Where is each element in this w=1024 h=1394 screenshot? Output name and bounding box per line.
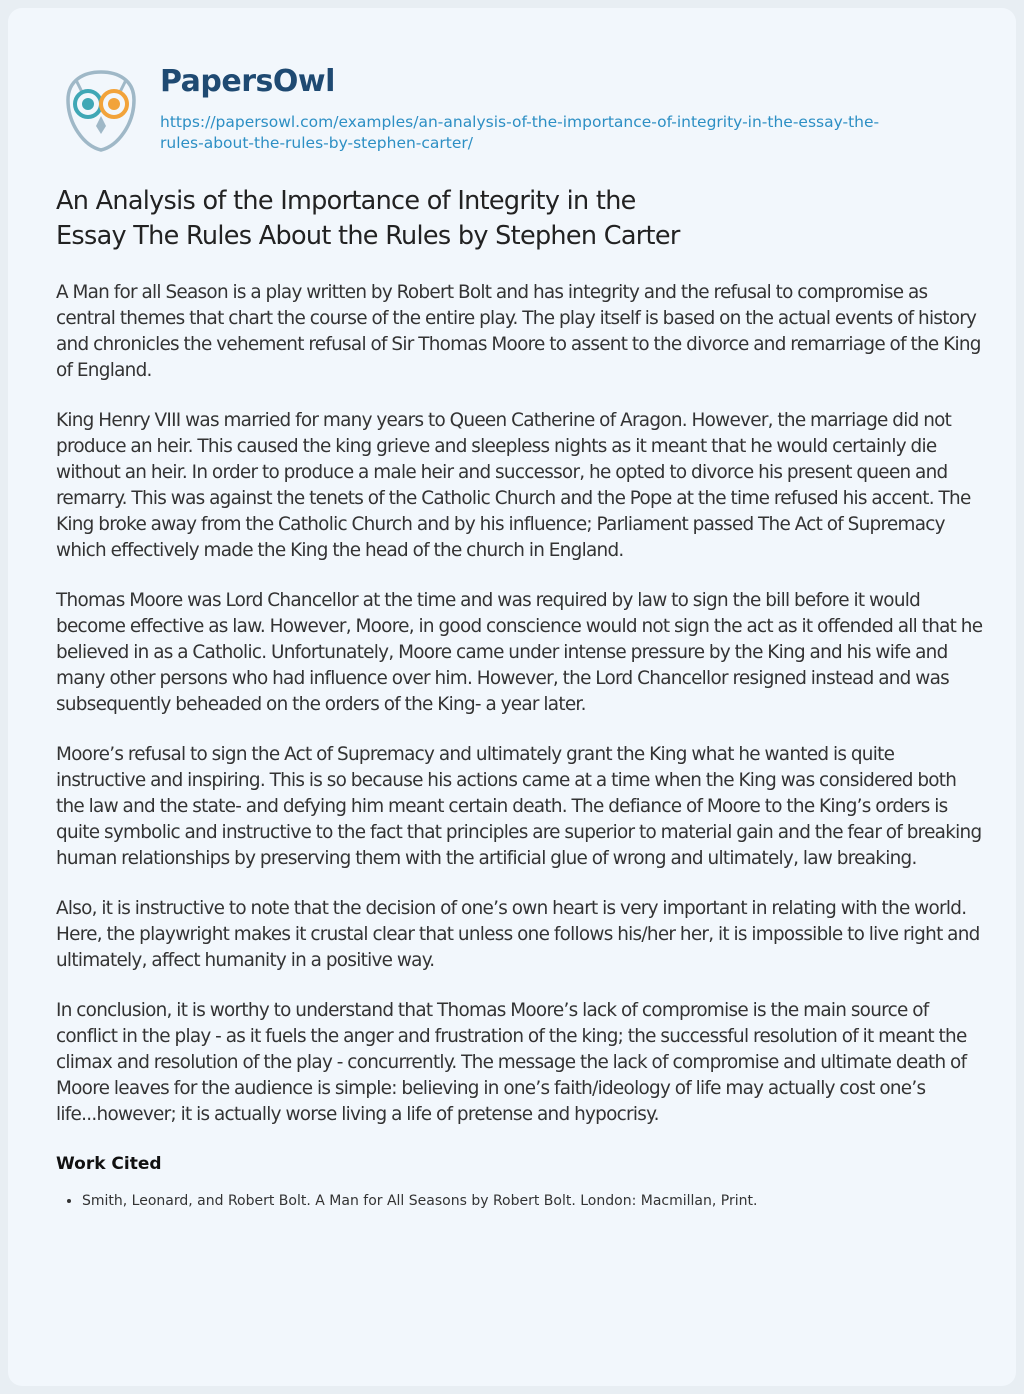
document-title: [56, 184, 796, 254]
paragraph: Moore’s refusal to sign the Act of Supremacy and ultimately grant the King what he wanted is quite instructive and inspiring. This is so because his actions came at a time when the King was considered both the law and the state- and defying him meant certain death. The defiance of Moore to the King’s orders is quite symbolic and instructive to the fact that principles are superior to material gain and the fear of breaking human relationships by preserving them with the artificial glue of wrong and ultimately, law breaking.: [56, 744, 982, 869]
paragraph: Thomas Moore was Lord Chancellor at the time and was required by law to sign the bill before it would become effective as law. However, Moore, in good conscience would not sign the act as it offended all that he believed in as a Catholic. Unfortunately, Moore came under intense pressure by the King and his wife and many other persons who had influence over him. However, the Lord Chancellor resigned instead and was subsequently beheaded on the orders of the King- a year later.: [56, 590, 983, 715]
title-line-1: An Analysis of the Importance of Integrity in the: [56, 186, 636, 216]
brand-name[interactable]: PapersOwl: [160, 64, 335, 99]
owl-logo-icon[interactable]: [56, 66, 146, 156]
paragraph: A Man for all Season is a play written by Robert Bolt and has integrity and the refusal to compromise as central themes that chart the course of the entire play. The play itself is based on the actual events of history and chronicles the vehement refusal of Sir Thomas Moore to assent to the divorce and remarriage of the King of England.: [56, 282, 981, 381]
site-header: [56, 60, 976, 160]
works-cited-list: [56, 1190, 986, 1212]
source-url-line-1: https://papersowl.com/examples/an-analysis-of-the-importance-of-integrity-in-the-essay-the-: [160, 113, 880, 131]
works-cited-item: • Smith, Leonard, and Robert Bolt. A Man for All Seasons by Robert Bolt. London: Macmillan, Print.: [82, 1190, 986, 1212]
document-body: [56, 280, 986, 1212]
title-line-2: Essay The Rules About the Rules by Stephen Carter: [56, 221, 680, 251]
paragraph: Also, it is instructive to note that the decision of one’s own heart is very important in relating with the world. Here, the playwright makes it crustal clear that unless one follows his/her her, it is impossible to live right and ultimately, affect humanity in a positive way.: [56, 898, 980, 971]
source-url-link[interactable]: [160, 112, 980, 154]
paragraph: In conclusion, it is worthy to understand that Thomas Moore’s lack of compromise is the main source of conflict in the play - as it fuels the anger and frustration of the king; the successful resolution of it meant the climax and resolution of the play - concurrently. The message the lack of compromise and ultimate death of Moore leaves for the audience is simple: believing in one’s faith/ideology of life may actually cost one’s life...however; it is actually worse living a life of pretense and hypocrisy.: [56, 1000, 967, 1125]
paragraph: King Henry VIII was married for many years to Queen Catherine of Aragon. However, the marriage did not produce an heir. This caused the king grieve and sleepless nights as it meant that he would certainly die without an heir. In order to produce a male heir and successor, he opted to divorce his present queen and remarry. This was against the tenets of the Catholic Church and the Pope at the time refused his accent. The King broke away from the Catholic Church and by his influence; Parliament passed The Act of Supremacy which effectively made the King the head of the church in England.: [56, 410, 971, 561]
works-cited-heading: Work Cited: [56, 1154, 162, 1174]
document-page: [8, 8, 1016, 1386]
source-url-line-2: rules-about-the-rules-by-stephen-carter/: [160, 134, 473, 152]
